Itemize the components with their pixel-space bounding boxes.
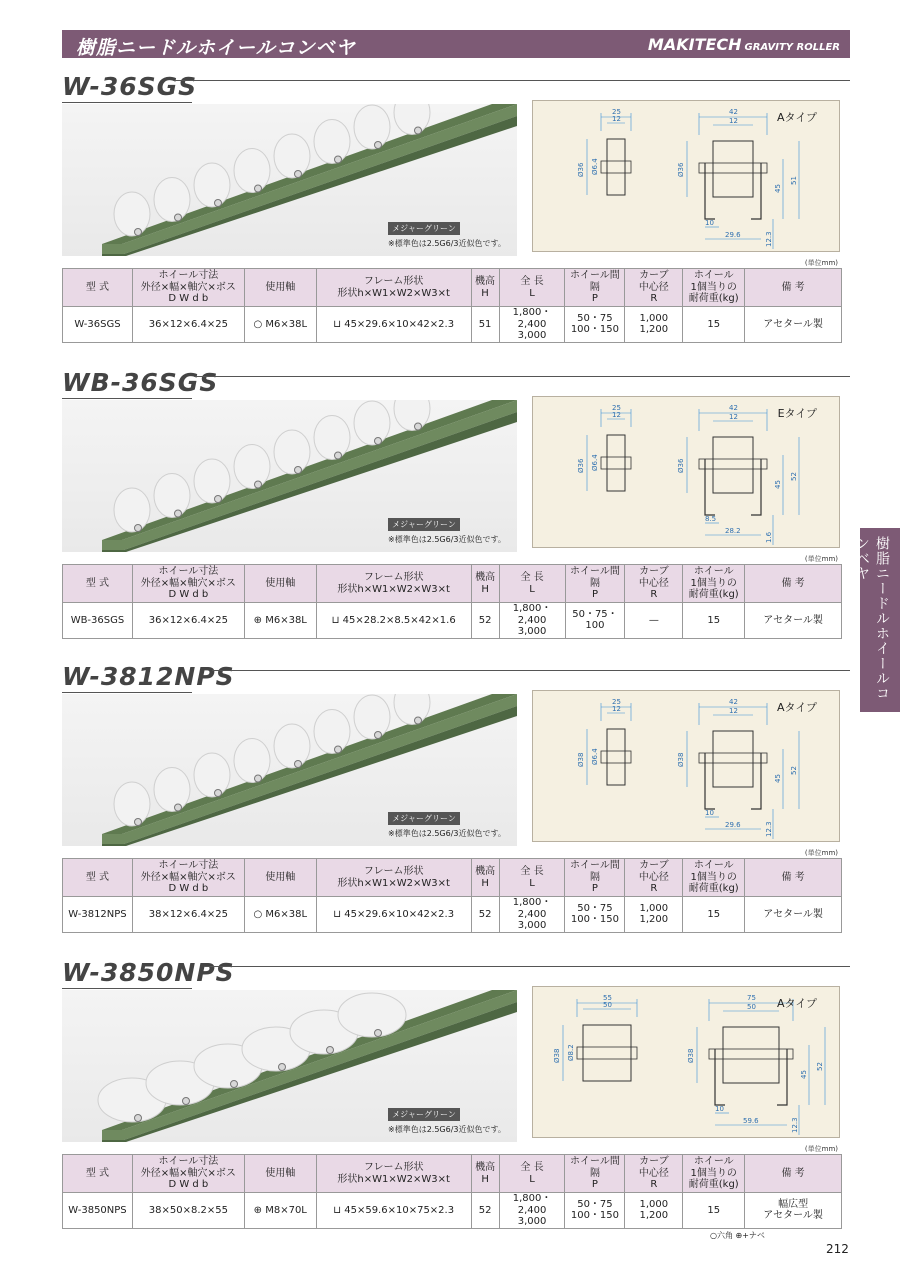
- section-rule: [174, 80, 850, 81]
- cell-axle: ⊕ M6×38L: [244, 603, 316, 639]
- th-pitch: ホイール間隔 P: [565, 269, 625, 307]
- th-height: 機高 H: [471, 1155, 499, 1193]
- wheel: [154, 768, 190, 812]
- axle-nut-icon: [279, 1064, 286, 1071]
- dim-label: Ø38: [577, 752, 585, 767]
- axle-nut-icon: [175, 214, 182, 221]
- wheel-outline-right: [713, 437, 753, 493]
- cell-height: 52: [471, 897, 499, 933]
- page-title: 樹脂ニードルホイールコンベヤ: [76, 37, 356, 59]
- th-frame: フレーム形状 形状h×W1×W2×W3×t: [316, 565, 471, 603]
- th-axle: 使用軸: [244, 565, 316, 603]
- dim-label: 52: [816, 1062, 824, 1071]
- dim-label: Ø6.4: [591, 748, 599, 765]
- brand-sub: GRAVITY ROLLER: [744, 42, 840, 53]
- section-rule: [194, 376, 850, 377]
- wheel: [354, 401, 390, 445]
- wheel-outline-right: [723, 1027, 779, 1083]
- drawing-type-label: Aタイプ: [777, 701, 817, 714]
- section-rule: [212, 670, 850, 671]
- cell-height: 52: [471, 603, 499, 639]
- wheel: [234, 739, 270, 783]
- cell-height: 51: [471, 307, 499, 343]
- cell-pitch: 50・75・100: [565, 603, 625, 639]
- cell-curve: —: [625, 603, 683, 639]
- cell-model: WB-36SGS: [63, 603, 133, 639]
- section-underline: [62, 988, 192, 989]
- section-rule: [204, 966, 850, 967]
- th-frame: フレーム形状 形状h×W1×W2×W3×t: [316, 1155, 471, 1193]
- wheel: [234, 445, 270, 489]
- dimension-drawing: [532, 690, 840, 842]
- dim-label: 50: [747, 1003, 756, 1011]
- drawing-type-label: Aタイプ: [777, 997, 817, 1010]
- axle-nut-icon: [375, 1030, 382, 1037]
- dimension-drawing: [532, 986, 840, 1138]
- wheel: [354, 105, 390, 149]
- axle-nut-icon: [295, 171, 302, 178]
- dim-label: 59.6: [743, 1117, 759, 1125]
- dim-label: 12: [612, 411, 621, 419]
- frame-channel: [715, 1049, 787, 1105]
- brand-main: MAKITECH: [647, 35, 742, 54]
- dim-label: 75: [747, 994, 756, 1002]
- dim-label: 25: [612, 404, 621, 412]
- dim-label: 42: [729, 404, 738, 412]
- wheel: [114, 192, 150, 236]
- dim-label: 10: [715, 1105, 724, 1113]
- wheel: [338, 993, 406, 1037]
- unit-label: (単位mm): [804, 555, 838, 563]
- dim-label: 12: [729, 413, 738, 421]
- th-length: 全 長 L: [499, 1155, 565, 1193]
- cell-wheel: 36×12×6.4×25: [132, 603, 244, 639]
- axle-outline: [709, 1049, 793, 1059]
- color-note: ※標準色は2.5G6/3近似色です。: [388, 1125, 506, 1134]
- dim-label: 10: [705, 809, 714, 817]
- side-index-tab[interactable]: 樹脂ニードルホイールコンベヤ: [860, 528, 900, 712]
- axle-nut-icon: [255, 481, 262, 488]
- th-model: 型 式: [63, 859, 133, 897]
- spec-table: [62, 564, 842, 639]
- th-curve: カーブ 中心径 R: [625, 1155, 683, 1193]
- axle-nut-icon: [295, 761, 302, 768]
- cell-remarks: アセタール製: [745, 603, 842, 639]
- dim-label: 10: [705, 219, 714, 227]
- wheel-outline: [607, 435, 625, 491]
- wheel: [234, 149, 270, 193]
- axle-outline: [699, 753, 767, 763]
- axle-nut-icon: [335, 452, 342, 459]
- cell-wheel: 36×12×6.4×25: [132, 307, 244, 343]
- th-curve: カーブ 中心径 R: [625, 565, 683, 603]
- boss-outline: [601, 457, 631, 469]
- cell-remarks: 幅広型 アセタール製: [745, 1193, 842, 1229]
- axle-nut-icon: [375, 732, 382, 739]
- wheel: [194, 753, 230, 797]
- footer-legend: ○六角 ⊕+ナベ: [710, 1231, 765, 1240]
- dim-label: 42: [729, 698, 738, 706]
- th-height: 機高 H: [471, 269, 499, 307]
- cell-frame: ⊔ 45×29.6×10×42×2.3: [316, 307, 471, 343]
- dim-label: 42: [729, 108, 738, 116]
- spec-table: [62, 268, 842, 343]
- section-title: WB-36SGS: [62, 368, 219, 397]
- axle-nut-icon: [335, 746, 342, 753]
- section-title: W-3812NPS: [62, 662, 235, 691]
- dim-label: 28.2: [725, 527, 741, 535]
- dim-label: Ø36: [677, 162, 685, 177]
- axle-nut-icon: [215, 200, 222, 207]
- spec-header-row: [63, 269, 842, 307]
- th-wheel-size: ホイール寸法 外径×幅×軸穴×ボス D W d b: [132, 565, 244, 603]
- dim-label: 8.5: [705, 515, 717, 523]
- axle-nut-icon: [135, 1115, 142, 1122]
- dim-label: 55: [603, 994, 612, 1002]
- axle-nut-icon: [183, 1098, 190, 1105]
- cell-axle: ○ M6×38L: [244, 307, 316, 343]
- cell-length: 1,800・2,400 3,000: [499, 307, 565, 343]
- cell-load: 15: [683, 307, 745, 343]
- cell-curve: 1,000 1,200: [625, 897, 683, 933]
- section-underline: [62, 102, 192, 103]
- cell-load: 15: [683, 1193, 745, 1229]
- wheel: [114, 782, 150, 826]
- axle-nut-icon: [375, 142, 382, 149]
- th-wheel-size: ホイール寸法 外径×幅×軸穴×ボス D W d b: [132, 1155, 244, 1193]
- dim-label: 1.6: [765, 531, 773, 543]
- dim-label: Ø8.2: [567, 1044, 575, 1061]
- axle-nut-icon: [175, 510, 182, 517]
- spec-table: [62, 1154, 842, 1229]
- cell-pitch: 50・75 100・150: [565, 1193, 625, 1229]
- th-axle: 使用軸: [244, 859, 316, 897]
- axle-nut-icon: [135, 819, 142, 826]
- dim-label: 52: [790, 766, 798, 775]
- th-remarks: 備 考: [745, 269, 842, 307]
- boss-outline: [577, 1047, 637, 1059]
- th-remarks: 備 考: [745, 859, 842, 897]
- cell-model: W-36SGS: [63, 307, 133, 343]
- th-length: 全 長 L: [499, 269, 565, 307]
- cell-curve: 1,000 1,200: [625, 1193, 683, 1229]
- cell-wheel: 38×50×8.2×55: [132, 1193, 244, 1229]
- wheel: [154, 178, 190, 222]
- dim-label: Ø36: [677, 458, 685, 473]
- th-model: 型 式: [63, 269, 133, 307]
- section-underline: [62, 398, 192, 399]
- axle-nut-icon: [375, 438, 382, 445]
- wheel: [314, 710, 350, 754]
- dim-label: Ø6.4: [591, 158, 599, 175]
- axle-nut-icon: [415, 717, 422, 724]
- table-row: [63, 1193, 842, 1229]
- dim-label: 45: [774, 480, 782, 489]
- axle-nut-icon: [255, 775, 262, 782]
- dimension-drawing: [532, 100, 840, 252]
- cell-length: 1,800・2,400 3,000: [499, 1193, 565, 1229]
- dim-label: 45: [774, 774, 782, 783]
- th-load: ホイール 1個当りの 耐荷重(kg): [683, 1155, 745, 1193]
- cell-height: 52: [471, 1193, 499, 1229]
- cell-wheel: 38×12×6.4×25: [132, 897, 244, 933]
- dim-label: 12.3: [765, 821, 773, 837]
- wheel: [154, 474, 190, 518]
- cell-remarks: アセタール製: [745, 897, 842, 933]
- axle-nut-icon: [327, 1047, 334, 1054]
- dim-label: 25: [612, 108, 621, 116]
- dim-label: 12: [612, 115, 621, 123]
- dim-label: 12: [612, 705, 621, 713]
- dim-label: 51: [790, 176, 798, 185]
- cell-model: W-3850NPS: [63, 1193, 133, 1229]
- wheel: [354, 695, 390, 739]
- th-wheel-size: ホイール寸法 外径×幅×軸穴×ボス D W d b: [132, 859, 244, 897]
- wheel: [194, 459, 230, 503]
- unit-label: (単位mm): [804, 259, 838, 267]
- th-pitch: ホイール間隔 P: [565, 859, 625, 897]
- axle-nut-icon: [415, 127, 422, 134]
- th-length: 全 長 L: [499, 859, 565, 897]
- dim-label: 25: [612, 698, 621, 706]
- cell-length: 1,800・2,400 3,000: [499, 603, 565, 639]
- dim-label: Ø6.4: [591, 454, 599, 471]
- th-length: 全 長 L: [499, 565, 565, 603]
- dim-label: 12: [729, 707, 738, 715]
- dim-label: Ø38: [677, 752, 685, 767]
- th-load: ホイール 1個当りの 耐荷重(kg): [683, 859, 745, 897]
- th-wheel-size: ホイール寸法 外径×幅×軸穴×ボス D W d b: [132, 269, 244, 307]
- wheel: [274, 134, 310, 178]
- wheel: [314, 416, 350, 460]
- color-badge: メジャーグリーン: [388, 222, 460, 235]
- boss-outline: [601, 751, 631, 763]
- color-note: ※標準色は2.5G6/3近似色です。: [388, 535, 506, 544]
- axle-nut-icon: [335, 156, 342, 163]
- axle-nut-icon: [135, 525, 142, 532]
- wheel: [194, 163, 230, 207]
- dim-label: 12.3: [791, 1117, 799, 1133]
- cell-axle: ○ M6×38L: [244, 897, 316, 933]
- axle-nut-icon: [215, 496, 222, 503]
- wheel-outline-right: [713, 141, 753, 197]
- boss-outline: [601, 161, 631, 173]
- dim-label: 12.3: [765, 231, 773, 247]
- cell-remarks: アセタール製: [745, 307, 842, 343]
- th-remarks: 備 考: [745, 1155, 842, 1193]
- cell-axle: ⊕ M8×70L: [244, 1193, 316, 1229]
- spec-header-row: [63, 565, 842, 603]
- th-curve: カーブ 中心径 R: [625, 859, 683, 897]
- brand-logo: [648, 35, 840, 54]
- wheel: [314, 120, 350, 164]
- dim-label: 45: [800, 1070, 808, 1079]
- axle-nut-icon: [295, 467, 302, 474]
- th-pitch: ホイール間隔 P: [565, 1155, 625, 1193]
- dimension-drawing: [532, 396, 840, 548]
- wheel-outline: [607, 139, 625, 195]
- dim-label: Ø38: [687, 1048, 695, 1063]
- dim-label: 52: [790, 472, 798, 481]
- axle-nut-icon: [415, 423, 422, 430]
- spec-table: [62, 858, 842, 933]
- color-badge: メジャーグリーン: [388, 518, 460, 531]
- th-load: ホイール 1個当りの 耐荷重(kg): [683, 269, 745, 307]
- th-model: 型 式: [63, 1155, 133, 1193]
- dim-label: 50: [603, 1001, 612, 1009]
- th-height: 機高 H: [471, 859, 499, 897]
- wheel-outline-right: [713, 731, 753, 787]
- th-model: 型 式: [63, 565, 133, 603]
- drawing-type-label: Eタイプ: [777, 407, 817, 420]
- dim-label: 29.6: [725, 231, 741, 239]
- cell-model: W-3812NPS: [63, 897, 133, 933]
- color-badge: メジャーグリーン: [388, 1108, 460, 1121]
- th-curve: カーブ 中心径 R: [625, 269, 683, 307]
- wheel: [274, 430, 310, 474]
- table-row: [63, 897, 842, 933]
- dim-label: 45: [774, 184, 782, 193]
- table-row: [63, 603, 842, 639]
- dim-label: Ø36: [577, 458, 585, 473]
- color-note: ※標準色は2.5G6/3近似色です。: [388, 239, 506, 248]
- wheel-outline: [583, 1025, 631, 1081]
- dim-label: 12: [729, 117, 738, 125]
- dim-label: Ø36: [577, 162, 585, 177]
- axle-outline: [699, 163, 767, 173]
- cell-load: 15: [683, 603, 745, 639]
- section-title: W-36SGS: [62, 72, 198, 101]
- spec-header-row: [63, 859, 842, 897]
- drawing-type-label: Aタイプ: [777, 111, 817, 124]
- dim-label: 29.6: [725, 821, 741, 829]
- wheel: [114, 488, 150, 532]
- section-title: W-3850NPS: [62, 958, 235, 987]
- section-underline: [62, 692, 192, 693]
- th-pitch: ホイール間隔 P: [565, 565, 625, 603]
- th-frame: フレーム形状 形状h×W1×W2×W3×t: [316, 269, 471, 307]
- th-axle: 使用軸: [244, 1155, 316, 1193]
- cell-frame: ⊔ 45×59.6×10×75×2.3: [316, 1193, 471, 1229]
- page-number: 212: [826, 1242, 849, 1256]
- wheel-outline: [607, 729, 625, 785]
- axle-nut-icon: [135, 229, 142, 236]
- axle-nut-icon: [175, 804, 182, 811]
- cell-length: 1,800・2,400 3,000: [499, 897, 565, 933]
- cell-frame: ⊔ 45×29.6×10×42×2.3: [316, 897, 471, 933]
- unit-label: (単位mm): [804, 849, 838, 857]
- th-frame: フレーム形状 形状h×W1×W2×W3×t: [316, 859, 471, 897]
- axle-nut-icon: [231, 1081, 238, 1088]
- th-load: ホイール 1個当りの 耐荷重(kg): [683, 565, 745, 603]
- axle-nut-icon: [255, 185, 262, 192]
- unit-label: (単位mm): [804, 1145, 838, 1153]
- cell-frame: ⊔ 45×28.2×8.5×42×1.6: [316, 603, 471, 639]
- cell-pitch: 50・75 100・150: [565, 897, 625, 933]
- color-badge: メジャーグリーン: [388, 812, 460, 825]
- color-note: ※標準色は2.5G6/3近似色です。: [388, 829, 506, 838]
- th-remarks: 備 考: [745, 565, 842, 603]
- axle-nut-icon: [215, 790, 222, 797]
- spec-header-row: [63, 1155, 842, 1193]
- page-header: [62, 30, 850, 58]
- cell-load: 15: [683, 897, 745, 933]
- dim-label: Ø38: [553, 1048, 561, 1063]
- axle-outline: [699, 459, 767, 469]
- wheel: [274, 724, 310, 768]
- th-height: 機高 H: [471, 565, 499, 603]
- table-row: [63, 307, 842, 343]
- th-axle: 使用軸: [244, 269, 316, 307]
- cell-curve: 1,000 1,200: [625, 307, 683, 343]
- cell-pitch: 50・75 100・150: [565, 307, 625, 343]
